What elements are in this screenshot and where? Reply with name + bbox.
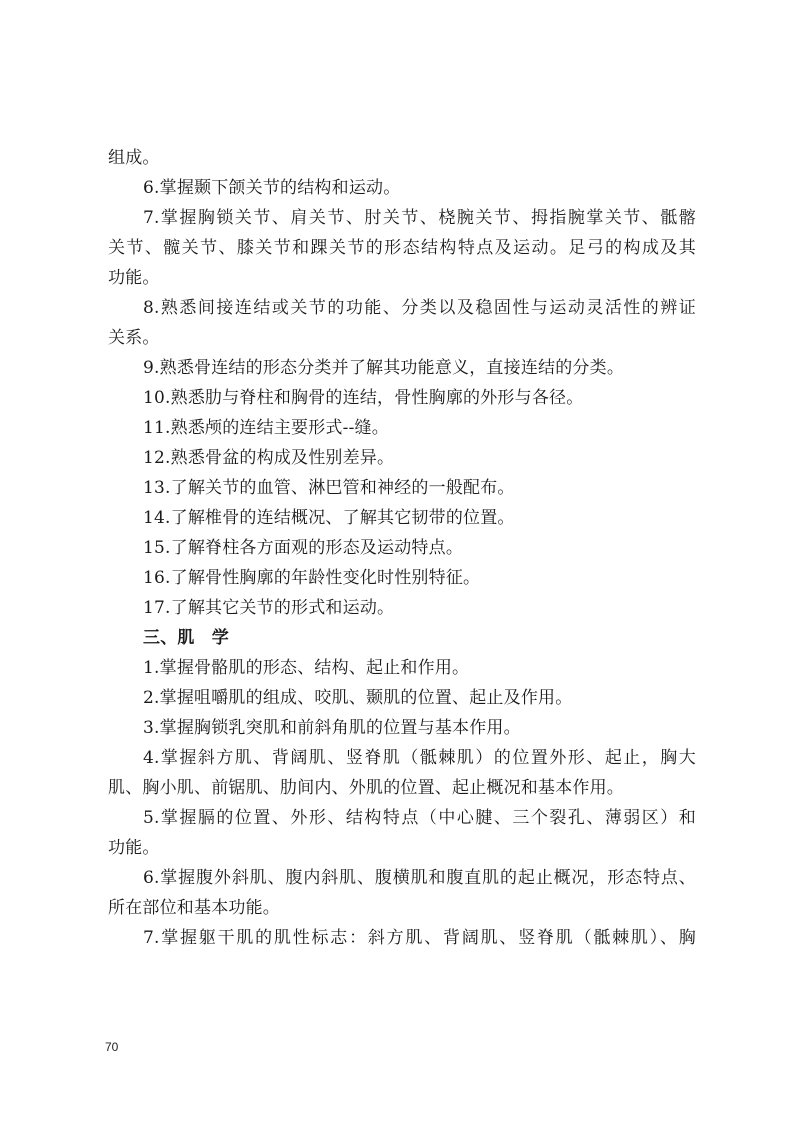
text-line: 关系。 bbox=[108, 328, 160, 348]
section-heading: 三、肌 学 bbox=[143, 628, 229, 648]
text-line: 组成。 bbox=[108, 148, 160, 168]
text-line: 11.熟悉颅的连结主要形式--缝。 bbox=[143, 418, 389, 438]
text-line: 17.了解其它关节的形式和运动。 bbox=[143, 598, 395, 618]
text-line: 关节、髋关节、膝关节和踝关节的形态结构特点及运动。足弓的构成及其 bbox=[108, 238, 696, 258]
text-line: 16.了解骨性胸廓的年龄性变化时性别特征。 bbox=[143, 568, 481, 588]
text-line: 7.掌握躯干肌的肌性标志：斜方肌、背阔肌、竖脊肌（骶棘肌）、胸 bbox=[143, 928, 696, 948]
text-line: 1.掌握骨骼肌的形态、结构、起止和作用。 bbox=[143, 658, 470, 678]
text-line: 所在部位和基本功能。 bbox=[108, 898, 280, 918]
text-line: 7.掌握胸锁关节、肩关节、肘关节、桡腕关节、拇指腕掌关节、骶髂 bbox=[143, 208, 696, 228]
text-line: 12.熟悉骨盆的构成及性别差异。 bbox=[143, 448, 395, 468]
text-line: 15.了解脊柱各方面观的形态及运动特点。 bbox=[143, 538, 464, 558]
text-line: 2.掌握咀嚼肌的组成、咬肌、颞肌的位置、起止及作用。 bbox=[143, 688, 573, 708]
text-line: 肌、胸小肌、前锯肌、肋间内、外肌的位置、起止概况和基本作用。 bbox=[108, 778, 624, 798]
text-line: 5.掌握膈的位置、外形、结构特点（中心腱、三个裂孔、薄弱区）和 bbox=[143, 808, 696, 828]
text-line: 功能。 bbox=[108, 268, 160, 288]
text-line: 8.熟悉间接连结或关节的功能、分类以及稳固性与运动灵活性的辨证 bbox=[143, 298, 696, 318]
text-line: 10.熟悉肋与脊柱和胸骨的连结，骨性胸廓的外形与各径。 bbox=[143, 388, 584, 408]
text-line: 6.掌握腹外斜肌、腹内斜肌、腹横肌和腹直肌的起止概况，形态特点、 bbox=[143, 868, 696, 888]
page-number: 70 bbox=[105, 1040, 119, 1054]
text-line: 13.了解关节的血管、淋巴管和神经的一般配布。 bbox=[143, 478, 515, 498]
text-line: 14.了解椎骨的连结概况、了解其它韧带的位置。 bbox=[143, 508, 515, 528]
page-body bbox=[108, 143, 696, 953]
text-line: 4.掌握斜方肌、背阔肌、竖脊肌（骶棘肌）的位置外形、起止，胸大 bbox=[143, 748, 696, 768]
text-line: 3.掌握胸锁乳突肌和前斜角肌的位置与基本作用。 bbox=[143, 718, 521, 738]
text-line: 6.掌握颞下颌关节的结构和运动。 bbox=[143, 178, 401, 198]
text-line: 9.熟悉骨连结的形态分类并了解其功能意义，直接连结的分类。 bbox=[143, 358, 625, 378]
text-line: 功能。 bbox=[108, 838, 160, 858]
